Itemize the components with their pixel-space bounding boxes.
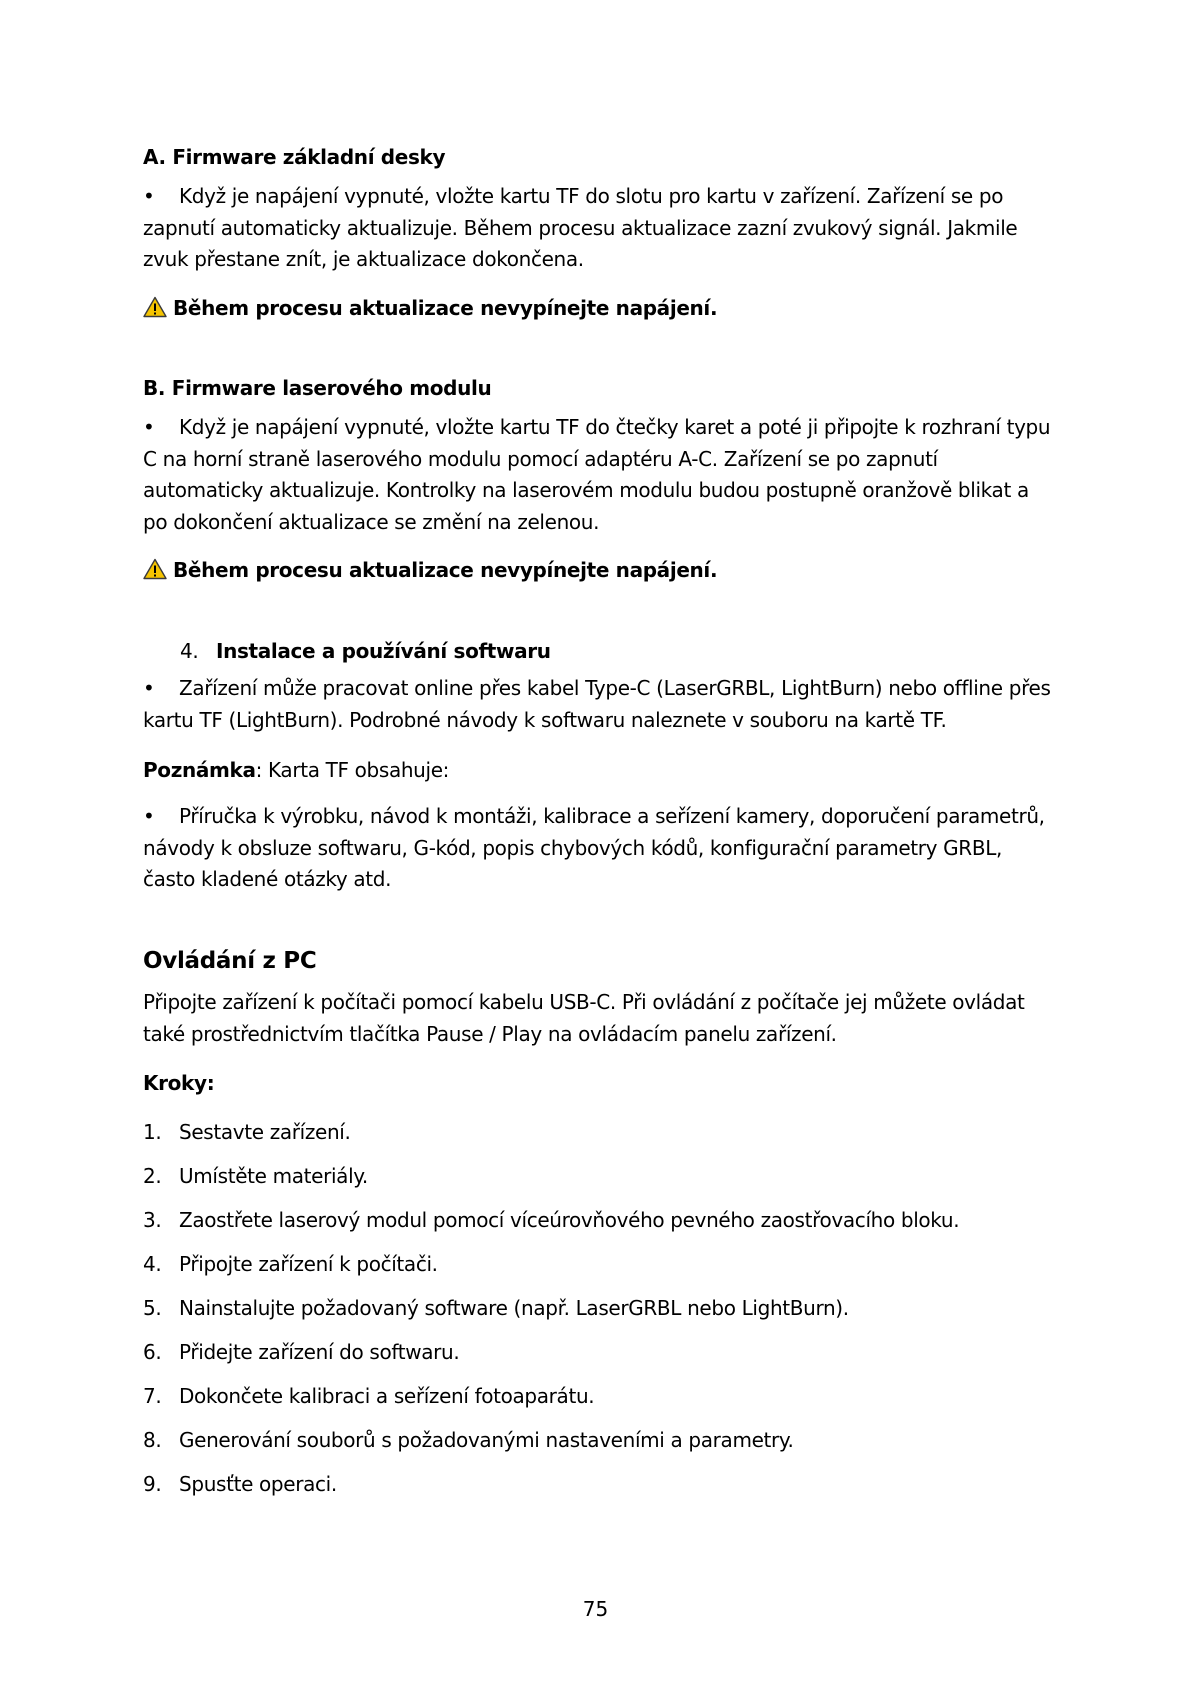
- section-a-heading: A. Firmware základní desky: [143, 145, 446, 169]
- step-text: Nainstalujte požadovaný software (např. LaserGRBL nebo LightBurn).: [179, 1296, 849, 1320]
- bullet-line: [143, 673, 1063, 705]
- section-4-bullet-paragraph: [143, 673, 1063, 736]
- warning-triangle-icon: [143, 296, 167, 318]
- step-text: Spusťte operaci.: [179, 1472, 337, 1496]
- list-item: [143, 1337, 1063, 1381]
- note-text: : Karta TF obsahuje:: [255, 758, 450, 782]
- bullet-icon: •: [143, 415, 155, 439]
- paragraph-text: automaticky aktualizuje. Kontrolky na laserovém modulu budou postupně oranžově blikat a: [143, 478, 1029, 502]
- pc-control-title: Ovládání z PC: [143, 948, 317, 974]
- paragraph-text: Když je napájení vypnuté, vložte kartu TF do slotu pro kartu v zařízení. Zařízení se po: [179, 184, 1004, 208]
- paragraph-text: Když je napájení vypnuté, vložte kartu TF do čtečky karet a poté ji připojte k rozhraní typu: [179, 415, 1051, 439]
- section-b-warning: [143, 555, 1063, 587]
- bullet-line: [143, 181, 1063, 213]
- step-number: 3.: [143, 1208, 162, 1232]
- section-b-bullet-paragraph: [143, 412, 1063, 538]
- step-text: Připojte zařízení k počítači.: [179, 1252, 438, 1276]
- list-item: [143, 1425, 1063, 1469]
- list-item: [143, 1249, 1063, 1293]
- bullet-icon: •: [143, 676, 155, 700]
- paragraph-text: po dokončení aktualizace se změní na zelenou.: [143, 509, 600, 534]
- list-item: [143, 1161, 1063, 1205]
- step-number: 7.: [143, 1384, 162, 1408]
- paragraph-text: zvuk přestane znít, je aktualizace dokončena.: [143, 247, 584, 271]
- note-label: Poznámka: [143, 758, 256, 782]
- steps-list: [143, 1117, 1063, 1513]
- step-number: 8.: [143, 1428, 162, 1452]
- paragraph-text: Příručka k výrobku, návod k montáži, kalibrace a seřízení kamery, doporučení parametrů,: [179, 804, 1045, 828]
- step-number: 5.: [143, 1296, 162, 1320]
- step-number: 2.: [143, 1164, 162, 1188]
- section-a-warning: [143, 293, 1063, 325]
- section-b-heading: B. Firmware laserového modulu: [143, 376, 492, 400]
- list-item: [143, 1293, 1063, 1337]
- list-item: [143, 1381, 1063, 1425]
- paragraph-text: často kladené otázky atd.: [143, 867, 392, 891]
- section-a-bullet-paragraph: [143, 181, 1063, 276]
- step-number: 4.: [143, 1252, 162, 1276]
- note-paragraph: [143, 755, 1063, 787]
- step-number: 9.: [143, 1472, 162, 1496]
- bullet-icon: •: [143, 184, 155, 208]
- step-number: 6.: [143, 1340, 162, 1364]
- paragraph-text: návody k obsluze softwaru, G-kód, popis chybových kódů, konfigurační parametry GRBL,: [143, 835, 1003, 860]
- step-text: Dokončete kalibraci a seřízení fotoaparátu.: [179, 1384, 595, 1408]
- page-number: 75: [582, 1597, 609, 1621]
- section-4-number: 4.: [180, 639, 199, 663]
- pc-control-intro: [143, 987, 1063, 1050]
- bullet-line: [143, 801, 1063, 833]
- warning-text: Během procesu aktualizace nevypínejte napájení.: [173, 296, 718, 320]
- paragraph-text: C na horní straně laserového modulu pomocí adaptéru A-C. Zařízení se po zapnutí: [143, 446, 938, 471]
- list-item: [143, 1469, 1063, 1513]
- paragraph-text: Připojte zařízení k počítači pomocí kabelu USB-C. Při ovládání z počítače jej můžete ovládat: [143, 990, 1025, 1014]
- paragraph-text: také prostřednictvím tlačítka Pause / Play na ovládacím panelu zařízení.: [143, 1021, 837, 1046]
- step-text: Přidejte zařízení do softwaru.: [179, 1340, 460, 1364]
- paragraph-text: zapnutí automaticky aktualizuje. Během procesu aktualizace zazní zvukový signál. Jakmile: [143, 215, 1018, 240]
- step-text: Umístěte materiály.: [179, 1164, 368, 1188]
- bullet-icon: •: [143, 804, 155, 828]
- paragraph-text: kartu TF (LightBurn). Podrobné návody k softwaru naleznete v souboru na kartě TF.: [143, 707, 947, 732]
- warning-triangle-icon: [143, 558, 167, 580]
- paragraph-text: Zařízení může pracovat online přes kabel Type-C (LaserGRBL, LightBurn) nebo offline přes: [179, 676, 1051, 700]
- list-item: [143, 1117, 1063, 1161]
- list-item: [143, 1205, 1063, 1249]
- step-number: 1.: [143, 1120, 162, 1144]
- step-text: Sestavte zařízení.: [179, 1120, 351, 1144]
- step-text: Zaostřete laserový modul pomocí víceúrovňového pevného zaostřovacího bloku.: [179, 1208, 960, 1232]
- warning-text: Během procesu aktualizace nevypínejte napájení.: [173, 558, 718, 582]
- step-text: Generování souborů s požadovanými nastaveními a parametry.: [179, 1428, 794, 1452]
- section-4-heading: [180, 636, 980, 668]
- bullet-line: [143, 412, 1063, 444]
- steps-label: Kroky:: [143, 1071, 215, 1095]
- note-bullet-paragraph: [143, 801, 1063, 896]
- section-4-title: Instalace a používání softwaru: [216, 639, 551, 663]
